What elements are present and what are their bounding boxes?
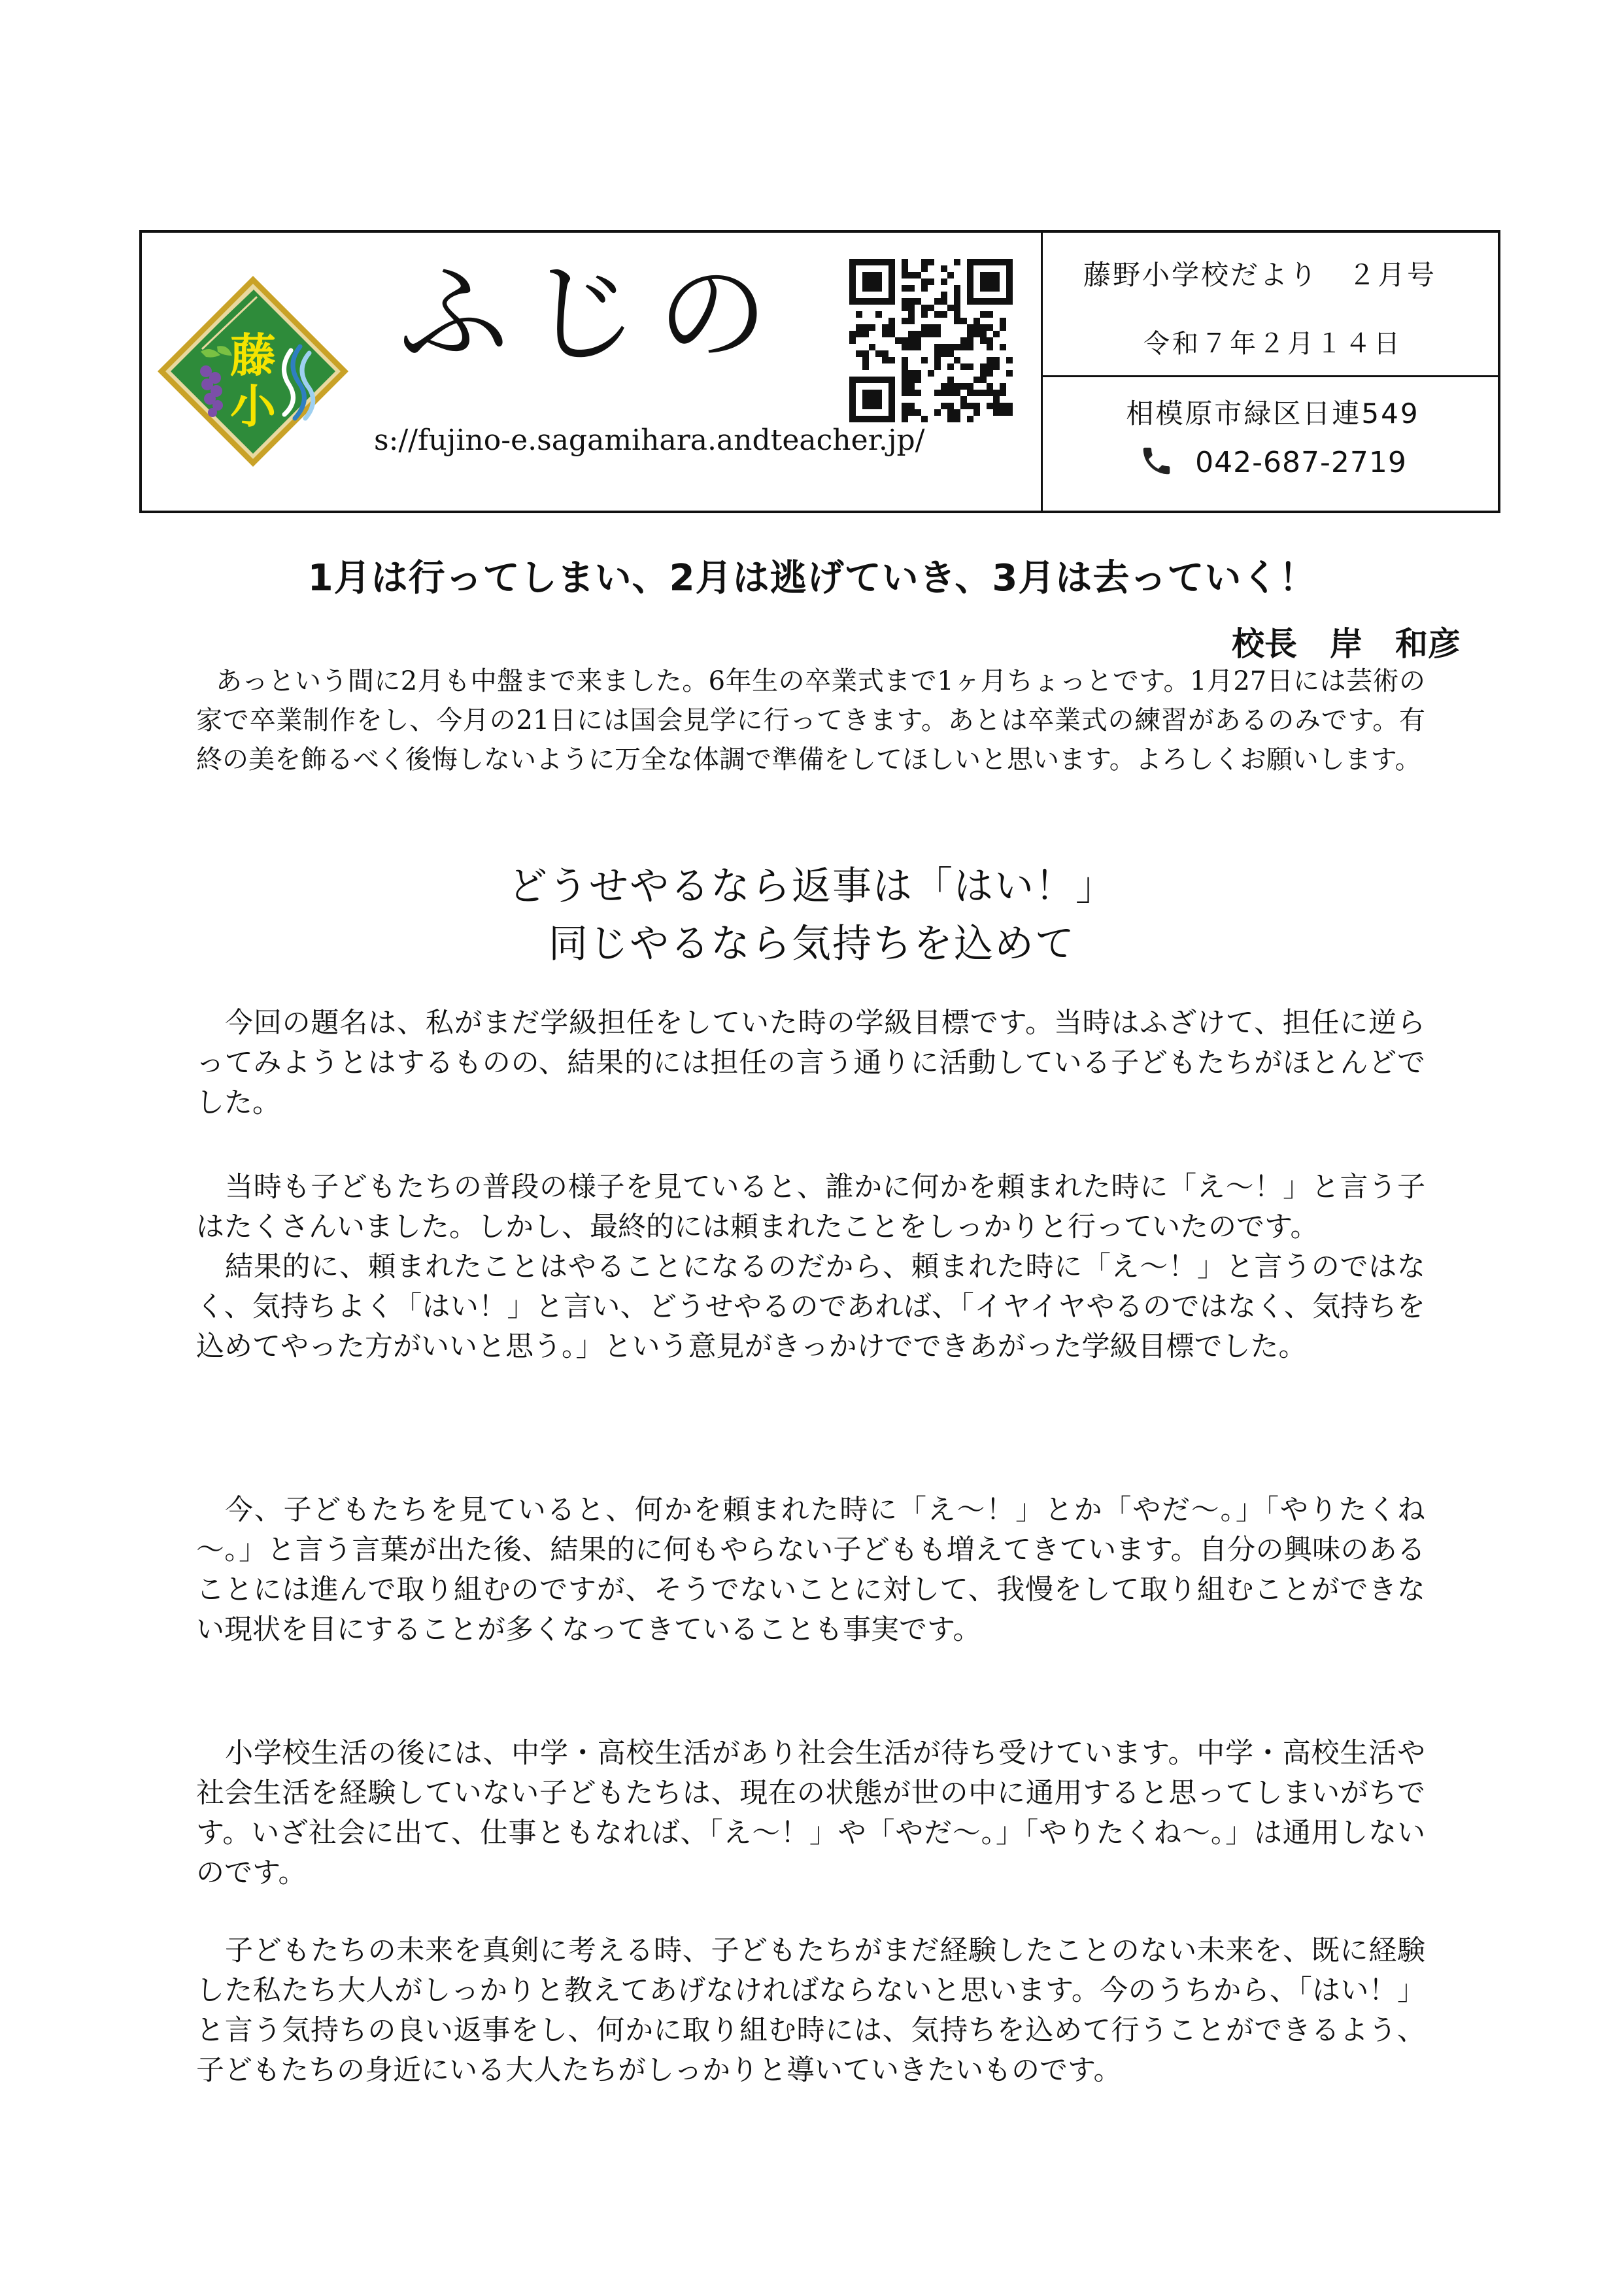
qr-code-icon[interactable] [849,259,1013,422]
article2-paragraph: 子どもたちの未来を真剣に考える時、子どもたちがまだ経験したことのない未来を、既に経験した私たち大人がしっかりと教えてあげなければならないと思います。今のうちから、「はい！」と言う気持ちの良い返事をし、何かに取り組む時には、気持ちを込めて行うことができるよう、子どもたちの身近にいる大人たちがしっかりと導いていきたいものです。 [196,1934,1425,2087]
school-emblem-icon [155,273,351,469]
article2-headline [131,858,1493,973]
author-byline: 校長 岸 和彦 [1232,625,1461,663]
emblem-glyph-1: 藤 [230,329,276,382]
article2-headline-line1: どうせやるなら返事は「はい！」 [508,864,1116,909]
masthead-title: ふじの [398,250,787,379]
newsletter-name: 藤野小学校だより ２月号 [1083,259,1437,291]
article2-paragraph: 今、子どもたちを見ていると、何かを頼まれた時に「え～！」とか「やだ～。」「やりたくね～。」と言う言葉が出た後、結果的に何もやらない子どもも増えてきています。自分の興味のあることには進んで取り組むのですが、そうでないことに対して、我慢をして取り組むことができない現状を目にすることが多くなってきていることも事実です。 [196,1494,1425,1646]
header-divider-horizontal [1043,375,1498,377]
phone-number[interactable]: 042-687-2719 [1195,446,1407,479]
article2-paragraph: 小学校生活の後には、中学・高校生活があり社会生活が待ち受けています。中学・高校生活や社会生活を経験していない子どもたちは、現在の状態が世の中に通用すると思ってしまいがちです。いざ社会に出て、仕事ともなれば、「え～！」や「やだ～。」「やりたくね～。」は通用しないのです。 [196,1737,1425,1889]
article2-paragraph: 結果的に、頼まれたことはやることになるのだから、頼まれた時に「え～！」と言うのではなく、気持ちよく「はい！」と言い、どうせやるのであれば、「イヤイヤやるのではなく、気持ちを込めてやった方がいいと思う。」という意見がきっかけでできあがった学級目標でした。 [196,1251,1425,1363]
emblem-glyph-2: 小 [230,380,276,433]
article2-paragraph: 当時も子どもたちの普段の様子を見ていると、誰かに何かを頼まれた時に「え～！」と言う子はたくさんいました。しかし、最終的には頼まれたことをしっかりと行っていたのです。 [196,1171,1425,1243]
article1-paragraph: あっという間に2月も中盤まで来ました。6年生の卒業式まで1ヶ月ちょっとです。1月27日には芸術の家で卒業制作をし、今月の21日には国会見学に行ってきます。あとは卒業式の練習があるのみです。有終の美を飾るべく後悔しないように万全な体調で準備をしてほしいと思います。よろしくお願いします。 [196,666,1425,775]
article2-headline-line2: 同じやるなら気持ちを込めて [549,921,1075,967]
school-address: 相模原市緑区日連549 [1126,397,1420,430]
issue-date: 令和７年２月１４日 [1143,329,1402,359]
phone-row [1043,443,1503,479]
newsletter-header [139,230,1500,513]
phone-icon [1139,443,1174,479]
website-url[interactable]: s://fujino-e.sagamihara.andteacher.jp/ [374,424,925,457]
article2-paragraph: 今回の題名は、私がまだ学級担任をしていた時の学級目標です。当時はふざけて、担任に逆らってみようとはするものの、結果的には担任の言う通りに活動している子どもたちがほとんどでした。 [196,1007,1425,1119]
article1-headline: 1月は行ってしまい、2月は逃げていき、3月は去っていく！ [307,557,1317,599]
